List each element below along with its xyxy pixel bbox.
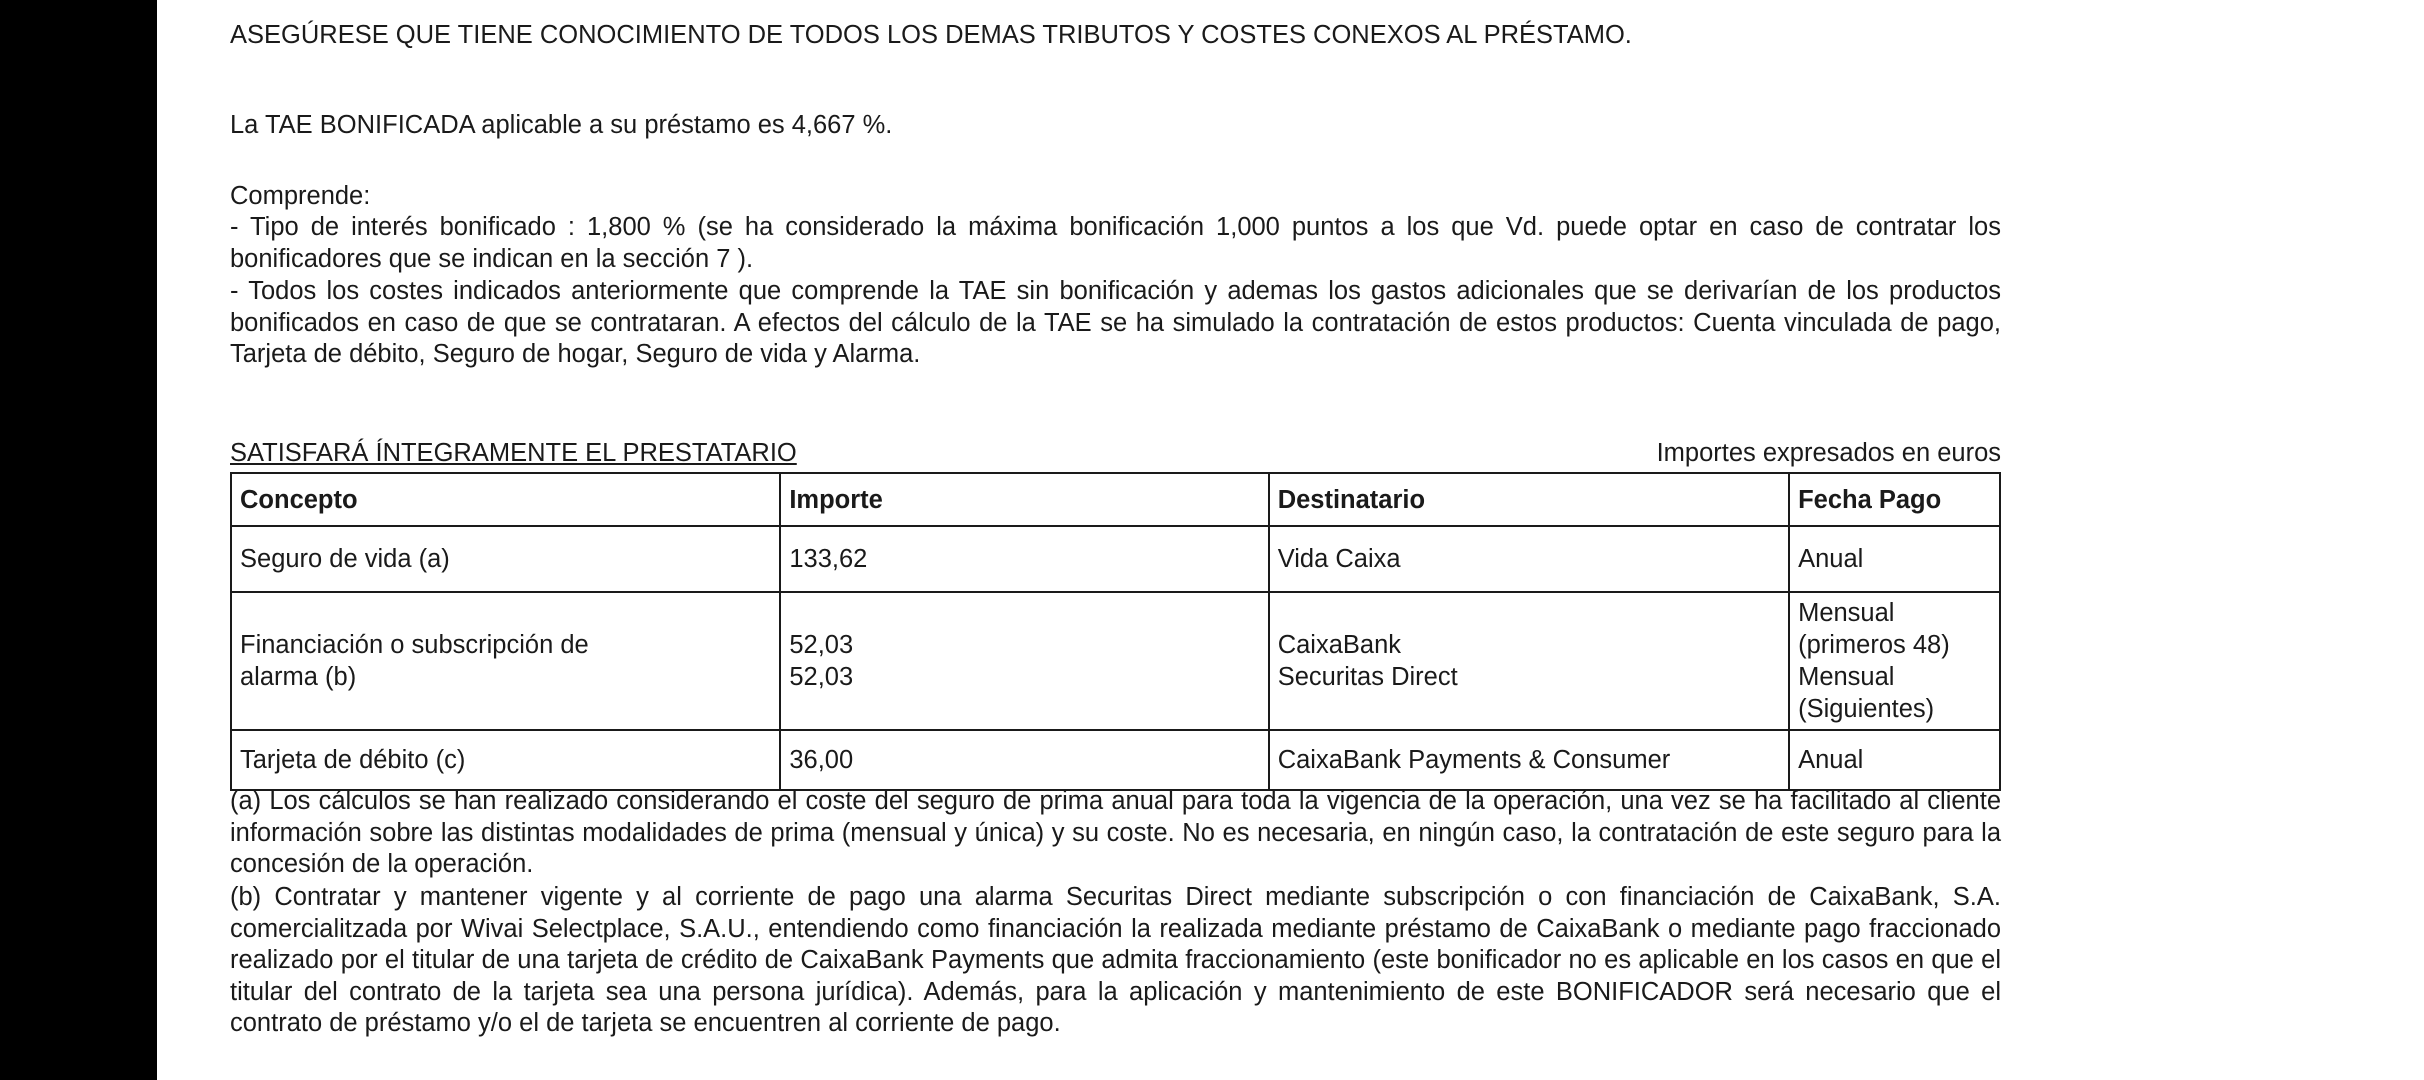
cell-destinatario: Vida Caixa [1269,526,1789,592]
document-page [230,0,2012,1080]
table-row [231,526,2000,592]
units-note: Importes expresados en euros [1656,439,2001,467]
cell-concepto: Financiación o subscripción de alarma (b) [231,592,780,730]
header-fecha-pago: Fecha Pago [1789,473,2000,526]
header-destinatario: Destinatario [1269,473,1789,526]
cell-importe: 52,03 52,03 [780,592,1268,730]
table-row [231,730,2000,790]
scan-left-border [0,0,157,1080]
tae-bonificada-line: La TAE BONIFICADA aplicable a su préstamo es 4,667 %. [230,111,893,139]
cell-importe: 133,62 [780,526,1268,592]
costs-warning: ASEGÚRESE QUE TIENE CONOCIMIENTO DE TODOS LOS DEMAS TRIBUTOS Y COSTES CONEXOS AL PRÉSTAMO. [230,21,1632,49]
cell-concepto: Seguro de vida (a) [231,526,780,592]
header-concepto: Concepto [231,473,780,526]
cell-destinatario: CaixaBank Payments & Consumer [1269,730,1789,790]
table-row [231,592,2000,730]
table-header-row [231,473,2000,526]
interest-rate-item: - Tipo de interés bonificado : 1,800 % (se ha considerado la máxima bonificación 1,000 puntos a los que Vd. puede optar en caso de contratar los bonificadores que se indican en la sección 7 ). [230,213,2001,273]
footnote-a: (a) Los cálculos se han realizado considerando el coste del seguro de prima anual para toda la vigencia de la operación, una vez se ha facilitado al cliente información sobre las distintas modalidades de prima (mensual y única) y su coste. No es necesaria, en ningún caso, la contratación de este seguro para la concesión de la operación. [230,787,2001,878]
cell-fecha-pago: Anual [1789,526,2000,592]
footnote-b: (b) Contratar y mantener vigente y al corriente de pago una alarma Securitas Direct mediante subscripción o con financiación de CaixaBank, S.A. comercialitzada por Wivai Selectplace, S.A.U., entendiendo como financiación la realizada mediante préstamo de CaixaBank o mediante pago fraccionado realizado por el titular de una tarjeta de crédito de CaixaBank Payments que admita fraccionamiento (este bonificador no es aplicable en los casos en que el titular del contrato de la tarjeta sea una persona jurídica). Además, para la aplicación y mantenimiento de este BONIFICADOR será necesario que el contrato de préstamo y/o el de tarjeta se encuentren al corriente de pago. [230,883,2001,1037]
costs-table [230,472,2001,791]
costs-item: - Todos los costes indicados anteriormente que comprende la TAE sin bonificación y ademas los gastos adicionales que se derivarían de los productos bonificados en caso de que se contrataran. A efectos del cálculo de la TAE se ha simulado la contratación de estos productos: Cuenta vinculada de pago, Tarjeta de débito, Seguro de hogar, Seguro de vida y Alarma. [230,277,2001,368]
cell-fecha-pago: Anual [1789,730,2000,790]
cell-concepto: Tarjeta de débito (c) [231,730,780,790]
comprende-label: Comprende: [230,182,371,210]
cell-importe: 36,00 [780,730,1268,790]
cell-destinatario: CaixaBank Securitas Direct [1269,592,1789,730]
section-title: SATISFARÁ ÍNTEGRAMENTE EL PRESTATARIO [230,439,797,467]
cell-fecha-pago: Mensual (primeros 48) Mensual (Siguientes) [1789,592,2000,730]
header-importe: Importe [780,473,1268,526]
